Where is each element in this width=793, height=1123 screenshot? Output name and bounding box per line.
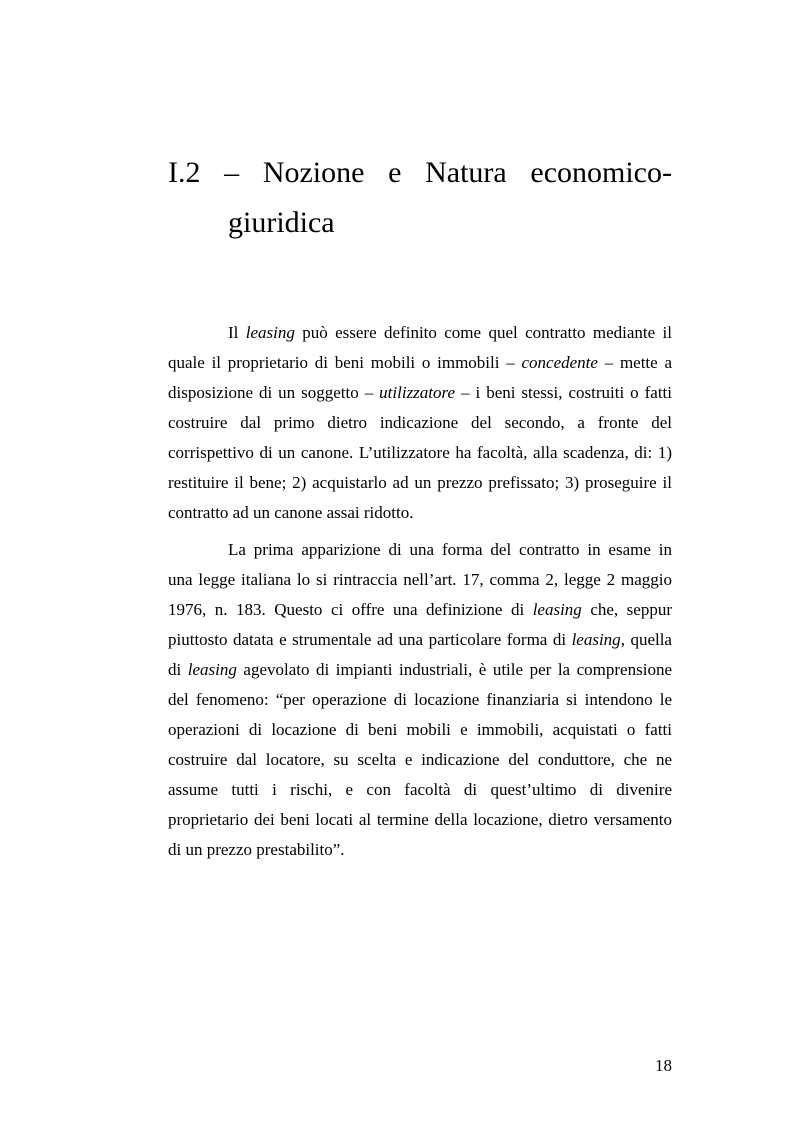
- text-run: Il: [228, 323, 246, 342]
- body-paragraph: [168, 318, 672, 528]
- text-run: costruire dal locatore, su scelta e indicazione del conduttore, che ne: [168, 750, 672, 769]
- text-run: proprietario dei beni locati al termine della locazione, dietro versamento: [168, 810, 672, 829]
- text-run: del fenomeno: “per operazione di locazione finanziaria si intendono le: [168, 690, 672, 709]
- text-run: può essere definito come quel contratto mediante il: [294, 323, 672, 342]
- text-run: piuttosto datata e strumentale ad una particolare forma di: [168, 630, 572, 649]
- italic-term: utilizzatore: [379, 383, 456, 402]
- text-run: , quella: [620, 630, 672, 649]
- italic-term: leasing: [532, 600, 582, 619]
- text-line: [168, 318, 672, 348]
- text-line: [168, 498, 672, 528]
- text-line: [168, 685, 672, 715]
- text-run: di: [168, 660, 188, 679]
- text-line: [168, 595, 672, 625]
- text-run: di un prezzo prestabilito”.: [168, 840, 345, 859]
- text-line: [168, 348, 672, 378]
- italic-term: leasing: [571, 630, 621, 649]
- text-run: La prima apparizione di una forma del contratto in esame in: [228, 540, 672, 559]
- text-run: che, seppur: [581, 600, 672, 619]
- text-line: [168, 655, 672, 685]
- text-line: [168, 468, 672, 498]
- text-line: [168, 835, 672, 865]
- text-run: 1976, n. 183. Questo ci offre una definizione di: [168, 600, 533, 619]
- page-number: 18: [655, 1056, 672, 1075]
- text-line: [168, 775, 672, 805]
- text-run: operazioni di locazione di beni mobili e immobili, acquistati o fatti: [168, 720, 672, 739]
- text-line: [168, 438, 672, 468]
- text-run: costruire dal primo dietro indicazione del secondo, a fronte del: [168, 413, 672, 432]
- section-heading-line: I.2 – Nozione e Natura economico-: [168, 156, 672, 189]
- text-line: [168, 745, 672, 775]
- body-paragraph: [168, 535, 672, 865]
- text-run: restituire il bene; 2) acquistarlo ad un prezzo prefissato; 3) proseguire il: [168, 473, 672, 492]
- text-run: una legge italiana lo si rintraccia nell’art. 17, comma 2, legge 2 maggio: [168, 570, 672, 589]
- text-line: [168, 408, 672, 438]
- text-run: contratto ad un canone assai ridotto.: [168, 503, 414, 522]
- text-run: corrispettivo di un canone. L’utilizzatore ha facoltà, alla scadenza, di: 1): [168, 443, 672, 462]
- text-run: assume tutti i rischi, e con facoltà di quest’ultimo di divenire: [168, 780, 672, 799]
- text-run: – i beni stessi, costruiti o fatti: [455, 383, 673, 402]
- text-line: [168, 805, 672, 835]
- text-line: [168, 378, 672, 408]
- italic-term: concedente: [521, 353, 598, 372]
- italic-term: leasing: [245, 323, 295, 342]
- text-line: [168, 715, 672, 745]
- italic-term: leasing: [187, 660, 237, 679]
- text-line: [168, 565, 672, 595]
- section-heading-line: giuridica: [228, 206, 335, 239]
- text-run: quale il proprietario di beni mobili o immobili –: [168, 353, 522, 372]
- section-heading: [168, 148, 672, 248]
- text-run: disposizione di un soggetto –: [168, 383, 380, 402]
- text-run: – mette a: [597, 353, 672, 372]
- text-line: [168, 535, 672, 565]
- text-line: [168, 625, 672, 655]
- text-run: agevolato di impianti industriali, è utile per la comprensione: [236, 660, 672, 679]
